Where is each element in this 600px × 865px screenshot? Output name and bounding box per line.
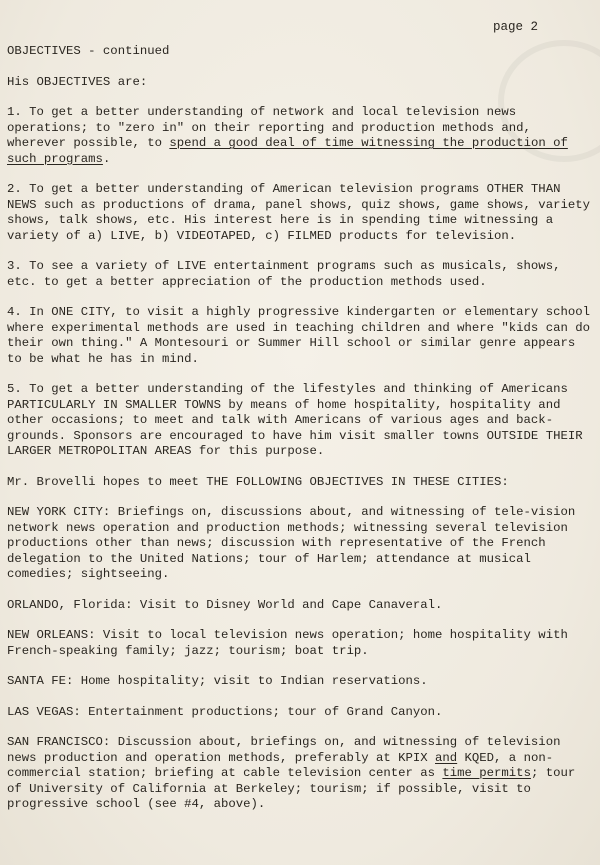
city-las-vegas: LAS VEGAS: Entertainment productions; tour of Grand Canyon.: [7, 704, 443, 719]
page-number: page 2: [492, 20, 538, 34]
city-orlando: ORLANDO, Florida: Visit to Disney World and Cape Canaveral.: [7, 597, 443, 612]
city-santa-fe: SANTA FE: Home hospitality; visit to Indian reservations.: [7, 674, 428, 688]
document-body: [7, 44, 592, 813]
objective-4: 4. In ONE CITY, to visit a highly progressive kindergarten or elementary school where experimental methods are used in teaching children and where "kids can do their own thing." A Montesouri or Summer Hill school or similar genre appears to be what he has in mind.: [7, 305, 590, 366]
city-new-orleans: NEW ORLEANS: Visit to local television news operation; home hospitality with French-speaking family; jazz; tourism; boat trip.: [7, 628, 568, 658]
objectives-intro: His OBJECTIVES are:: [7, 74, 148, 89]
objective-2: 2. To get a better understanding of American television programs OTHER THAN NEWS such as productions of drama, panel shows, quiz shows, game shows, variety shows, talk shows, etc. His interest here is in spending time witnessing a variety of a) LIVE, b) VIDEOTAPED, c) FILMED products for television.: [7, 182, 590, 243]
sf-text-c: ; tour of University of California at Berkeley; tourism; if possible, visit to progressive school (see #4, above).: [7, 766, 576, 811]
sf-text-b: KQED, a non-commercial station; briefing at cable television center as: [7, 750, 554, 780]
objective-1-underlined: spend a good deal of time witnessing the production of such programs: [7, 136, 568, 166]
sf-and-underlined: and: [435, 750, 458, 765]
cities-intro: Mr. Brovelli hopes to meet THE FOLLOWING OBJECTIVES IN THESE CITIES:: [7, 474, 509, 489]
sf-text-a: SAN FRANCISCO: Discussion about, briefings on, and witnessing of television news production and operation methods, preferably at KPIX: [7, 735, 561, 765]
objective-1-end: .: [102, 151, 111, 166]
sf-time-underlined: time permits: [442, 766, 531, 780]
city-san-francisco: [7, 735, 592, 813]
objective-1: [7, 105, 592, 167]
section-heading: OBJECTIVES - continued: [7, 44, 170, 58]
objective-5: 5. To get a better understanding of the lifestyles and thinking of Americans PARTICULARLY IN SMALLER TOWNS by means of home hospitality, hospitality and other occasions; to meet and talk with Americans of various ages and back-grounds. Sponsors are encouraged to have him visit smaller towns OUTSIDE THEIR LARGER METROPOLITAN AREAS for this purpose.: [7, 382, 583, 458]
objective-1-text: 1. To get a better understanding of network and local television news operations; to "zero in" on their reporting and production methods and, wherever possible, to: [7, 105, 531, 150]
city-new-york: NEW YORK CITY: Briefings on, discussions about, and witnessing of tele-vision network news operation and production methods; witnessing several television productions other than news; discussion with representative of the French delegation to the United Nations; tour of Harlem; attendance at musical comedies; sightseeing.: [7, 505, 576, 581]
objective-3: 3. To see a variety of LIVE entertainment programs such as musicals, shows, etc. to get a better appreciation of the production methods used.: [7, 259, 561, 289]
